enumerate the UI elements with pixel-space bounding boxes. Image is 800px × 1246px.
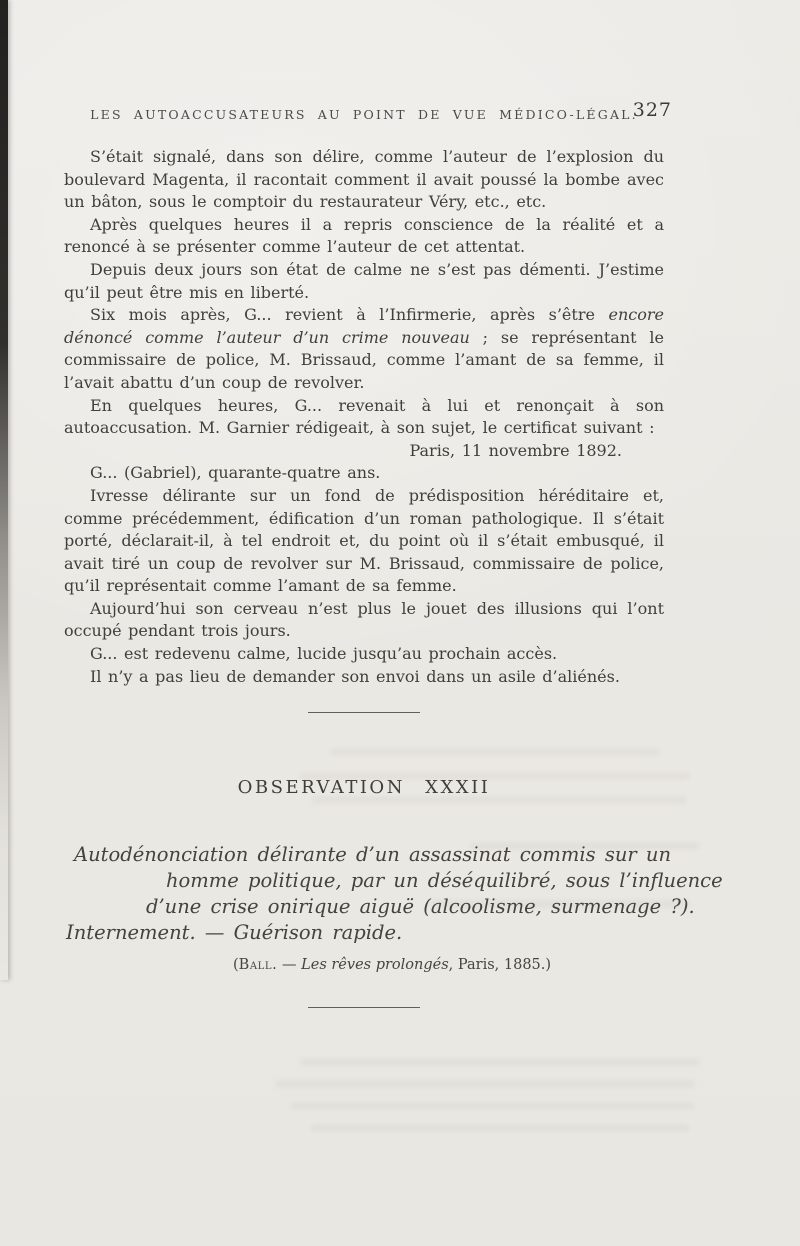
bleed-through-line: [275, 1080, 695, 1088]
citation-author: Ball.: [238, 957, 278, 974]
bleed-through-line: [290, 1102, 695, 1110]
body-paragraph: Ivresse délirante sur un fond de prédisposition héréditaire et, comme précédemment, édification d’un roman pathologique. Il s’était porté, déclarait-il, à tel endroit et, du point où il s’était embusqué, il avait tiré un coup de revolver sur M. Brissaud, commissaire de police, qu’il représentait comme l’amant de sa femme.: [64, 485, 664, 596]
body-paragraph: En quelques heures, G... revenait à lui et renonçait à son autoaccusation. M. Garnier rédigeait, à son sujet, le certificat suivant :: [64, 395, 664, 438]
observation-summary-line: homme politique, par un déséquilibré, sous l’influence: [166, 869, 723, 893]
page-number: 327: [632, 99, 672, 121]
citation-separator: —: [277, 957, 302, 974]
bleed-through-line: [300, 1058, 700, 1066]
running-header-title: LES AUTOACCUSATEURS AU POINT DE VUE MÉDICO-LÉGAL.: [90, 107, 638, 122]
observation-summary-line: Internement. — Guérison rapide.: [66, 921, 403, 945]
observation-summary: [64, 842, 723, 946]
observation-summary-line: Autodénonciation délirante d’un assassinat commis sur un: [74, 843, 672, 867]
certificate-dateline: Paris, 11 novembre 1892.: [409, 440, 622, 460]
body-paragraph: Depuis deux jours son état de calme ne s’est pas démenti. J’estime qu’il peut être mis en liberté.: [64, 259, 664, 302]
body-paragraph: Aujourd’hui son cerveau n’est plus le jouet des illusions qui l’ont occupé pendant trois jours.: [64, 598, 664, 641]
paragraph-text: Six mois après, G... revient à l’Infirmerie, après s’être: [90, 305, 609, 325]
italic-phrase: encore dénoncé comme l’auteur d’un crime nouveau: [64, 305, 664, 347]
page-edge-shadow: [0, 0, 8, 980]
body-paragraph: S’était signalé, dans son délire, comme l’auteur de l’explosion du boulevard Magenta, il racontait comment il avait poussé la bombe avec un bâton, sous le comptoir du restaurateur Véry, etc., etc.: [64, 147, 664, 212]
section-divider: [308, 712, 420, 713]
section-divider: [308, 1007, 420, 1008]
observation-summary-line: d’une crise onirique aiguë (alcoolisme, surmenage ?).: [146, 895, 695, 919]
source-citation: [64, 957, 664, 973]
body-paragraph: G... est redevenu calme, lucide jusqu’au prochain accès.: [90, 644, 558, 664]
bleed-through-line: [310, 1124, 690, 1132]
body-paragraph: G... (Gabriel), quarante-quatre ans.: [90, 463, 381, 483]
page-content: [64, 0, 723, 1008]
body-paragraph: [64, 304, 664, 394]
body-paragraph: Après quelques heures il a repris conscience de la réalité et a renoncé à se présenter comme l’auteur de cet attentat.: [64, 214, 664, 257]
body-paragraph: Il n’y a pas lieu de demander son envoi dans un asile d’aliénés.: [90, 666, 620, 686]
observation-heading: OBSERVATION XXXII: [237, 777, 491, 799]
body-text: [64, 146, 664, 688]
citation-work-title: Les rêves prolongés: [301, 957, 449, 974]
paragraph-text: ; se représentant le commissaire de police, M. Brissaud, comme l’amant de sa femme, il l’avait abattu d’un coup de revolver.: [64, 327, 665, 392]
running-header: [64, 99, 672, 128]
citation-open: (: [232, 957, 239, 974]
citation-tail: , Paris, 1885.): [448, 957, 552, 974]
